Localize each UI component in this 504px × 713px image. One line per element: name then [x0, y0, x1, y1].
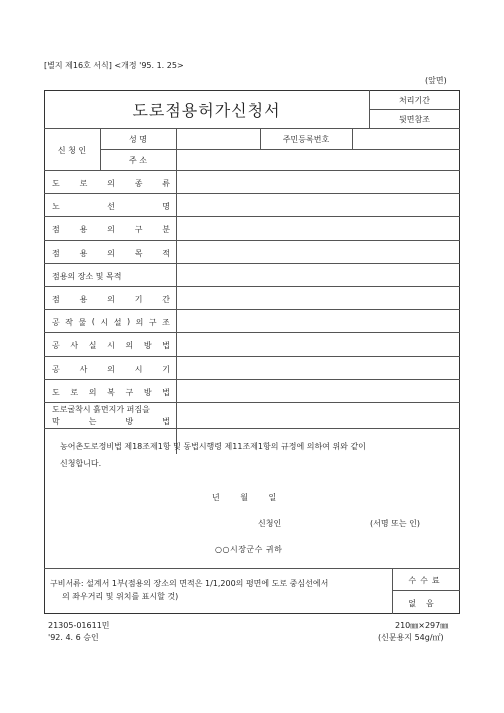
name-label: 성 명: [129, 135, 147, 144]
row-divider-2: [44, 240, 460, 241]
form-title: 도로점용허가신청서: [132, 101, 281, 120]
paper-size: 210㎜×297㎜: [395, 621, 449, 630]
sign-note: (서명 또는 인): [370, 519, 420, 528]
row-label-8: 공 사 의 시 기: [52, 364, 170, 374]
row-field-3[interactable]: [178, 242, 458, 261]
row-field-5[interactable]: [178, 288, 458, 307]
row-divider-4: [44, 286, 460, 287]
fee-label: 수수료: [408, 576, 444, 585]
address-field[interactable]: [178, 151, 458, 168]
dust-prevention-field[interactable]: [178, 402, 458, 426]
processing-period-label: 처리기간: [399, 96, 430, 105]
row-label-2: 점 용 의 구 분: [52, 225, 170, 235]
applicant-label: 신 청 인: [57, 146, 87, 155]
dust-prevention-label-line2: 막 는 방 법: [52, 417, 170, 426]
recipient: ○○시장군수 귀하: [215, 545, 283, 554]
row-label-4: 점용의 장소 및 목적: [52, 271, 122, 281]
attachments-line1: 구비서류: 설계서 1부(점용의 장소의 면적은 1/1,200의 평면에 도로 중심선에서: [50, 579, 329, 588]
approval-date: '92. 4. 6 승인: [48, 633, 99, 642]
signer-label: 신청인: [258, 519, 282, 528]
row-label-1: 노 선 명: [52, 202, 170, 212]
row-field-2[interactable]: [178, 218, 458, 237]
address-label: 주 소: [129, 156, 147, 165]
row-divider-0: [44, 193, 460, 194]
row-label-6: 공 작 물 ( 시 설 ) 의 구 조: [52, 317, 170, 328]
row-label-9: 도 로 의 복 구 방 법: [52, 387, 170, 397]
row-label-3: 점 용 의 목 적: [52, 248, 170, 258]
dust-prevention-label-line1: 도로굴착시 흙먼지가 퍼짐을: [52, 405, 150, 414]
see-back-label: 뒷면참조: [399, 115, 430, 124]
row-divider-5: [44, 309, 460, 310]
row-divider-6: [44, 332, 460, 333]
row-field-8[interactable]: [178, 358, 458, 377]
paper-spec: (신문용지 54g/㎡): [378, 633, 444, 642]
form-code: 21305-01611민: [48, 621, 110, 630]
page-side: (앞면): [425, 76, 447, 85]
resident-number-label: 주민등록번호: [282, 135, 330, 144]
statement-line1: 농어촌도로정비법 제18조제1항 및 동법시행령 제11조제1항의 규정에 의하여 위와 같이: [60, 442, 366, 451]
row-field-0[interactable]: [178, 172, 458, 191]
row-divider-3: [44, 263, 460, 264]
statement-line2: 신청합니다.: [60, 459, 102, 468]
row-divider-1: [44, 216, 460, 217]
name-field[interactable]: [178, 130, 258, 147]
row-label-0: 도 로 의 종 류: [52, 179, 170, 188]
row-divider-7: [44, 356, 460, 357]
fee-value: 없음: [408, 599, 444, 608]
row-field-6[interactable]: [178, 311, 458, 330]
attachments-line2: 의 좌우거리 및 위치를 표시할 것): [62, 592, 179, 601]
row-field-1[interactable]: [178, 195, 458, 214]
row-field-7[interactable]: [178, 334, 458, 353]
row-field-4[interactable]: [178, 265, 458, 284]
row-field-9[interactable]: [178, 381, 458, 400]
form-number: [별지 제16호 서식] <개정 '95. 1. 25>: [44, 61, 184, 70]
row-divider-8: [44, 379, 460, 380]
row-label-5: 점 용 의 기 간: [52, 295, 170, 304]
row-label-7: 공 사 실 시 의 방 법: [52, 341, 170, 351]
resident-number-field[interactable]: [354, 130, 458, 147]
date-line: 년 월 일: [212, 493, 277, 502]
